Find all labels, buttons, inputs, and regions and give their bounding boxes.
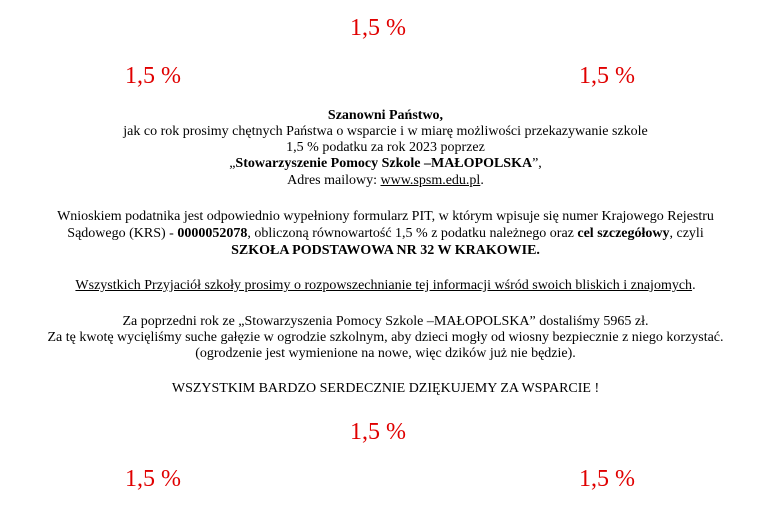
friends-request [0,278,771,294]
pit-info-line-2 [0,226,771,242]
email-prefix: Adres mailowy: [287,173,381,188]
pit-info-line-1: Wnioskiem podatnika jest odpowiednio wypełniony formularz PIT, w którym wpisuje się numer Krajowego Rejestru [57,209,714,224]
email-line [0,173,771,189]
organization-name: Stowarzyszenie Pomocy Szkole –MAŁOPOLSKA [235,156,533,171]
percent-label-bottom-center: 1,5 % [350,419,406,445]
org-quote-close: ”, [532,156,542,171]
krs-text-b: , obliczoną równowartość 1,5 % z podatku należnego oraz [247,226,578,241]
previous-year-line-2: Za tę kwotę wycięliśmy suche gałęzie w ogrodzie szkolnym, aby dzieci mogły od wiosny bezpiecznie z niego korzystać. [47,330,724,345]
organization-line [0,156,771,172]
friends-text: Wszystkich Przyjaciół szkoły prosimy o rozpowszechnianie tej informacji wśród swoich bliskich i znajomych [75,278,693,293]
thanks-line: WSZYSTKIM BARDZO SERDECZNIE DZIĘKUJEMY ZA WSPARCIE ! [171,381,600,396]
krs-text-a: Sądowego (KRS) - [67,226,178,241]
intro-line-2: 1,5 % podatku za rok 2023 poprzez [286,140,485,155]
percent-label-bottom-right: 1,5 % [579,466,635,492]
percent-label-top-right: 1,5 % [579,63,635,89]
previous-year-line-3: (ogrodzenie jest wymienione na nowe, więc dzików już nie będzie). [195,346,576,361]
percent-label-top-left: 1,5 % [125,63,181,89]
intro-line-1: jak co rok prosimy chętnych Państwa o wsparcie i w miarę możliwości przekazywanie szkole [123,124,648,139]
cel-szczegolowy-label: cel szczegółowy [577,226,670,241]
percent-label-bottom-left: 1,5 % [125,466,181,492]
krs-number: 0000052078 [177,226,248,241]
percent-label-top-center: 1,5 % [350,15,406,41]
krs-text-c: , czyli [669,226,704,241]
previous-year-line-1: Za poprzedni rok ze „Stowarzyszenia Pomocy Szkole –MAŁOPOLSKA” dostaliśmy 5965 zł. [122,314,649,329]
school-name: SZKOŁA PODSTAWOWA NR 32 W KRAKOWIE. [231,243,540,258]
email-suffix: . [480,173,484,188]
friends-suffix: . [692,278,696,293]
greeting: Szanowni Państwo, [327,108,444,123]
org-quote-open: „ [229,156,236,171]
website-link[interactable]: www.spsm.edu.pl [380,173,481,188]
